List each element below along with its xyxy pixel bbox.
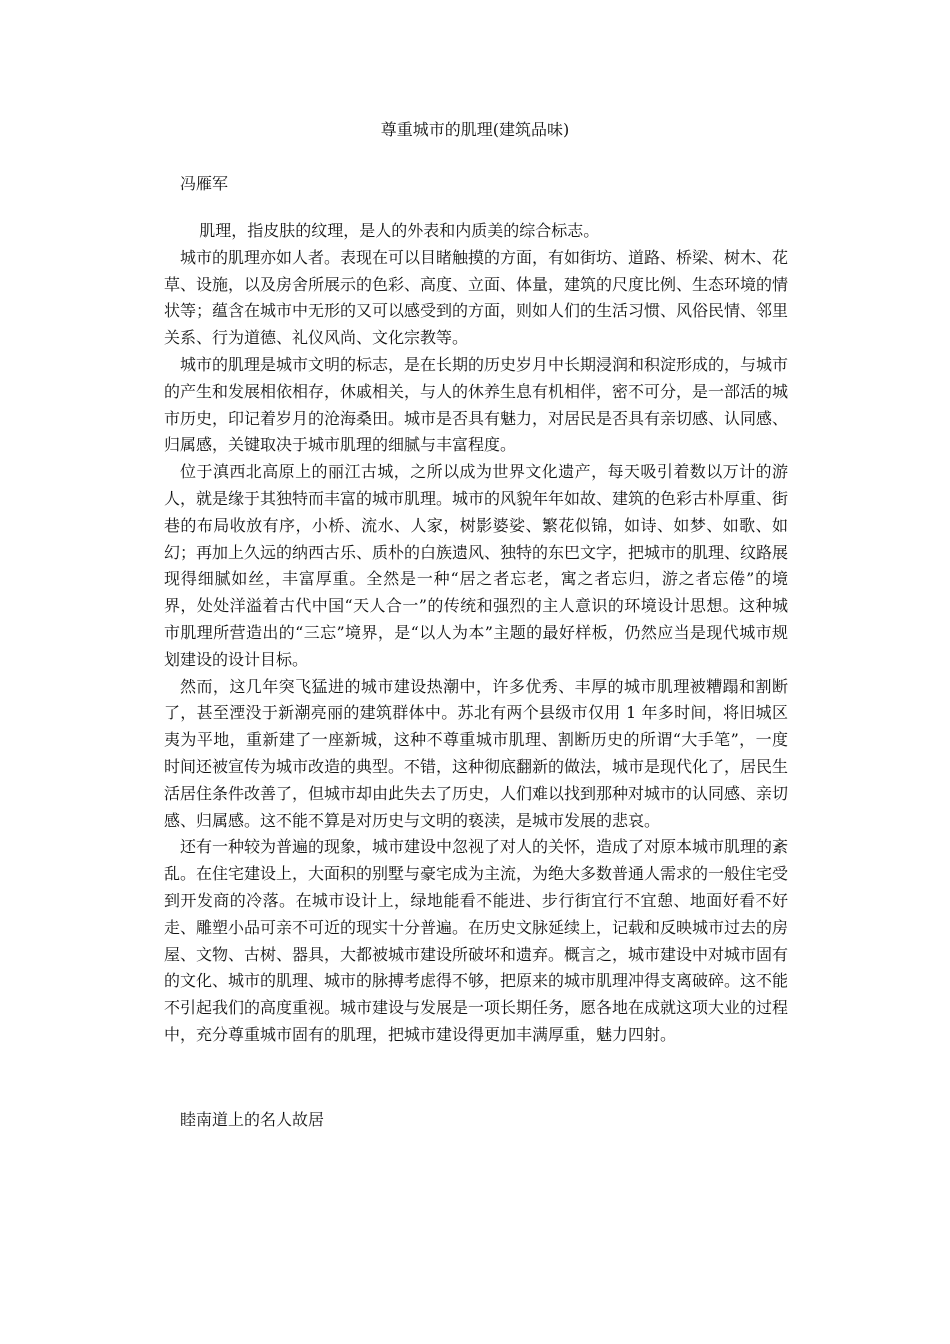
paragraph: 城市的肌理是城市文明的标志，是在长期的历史岁月中长期浸润和积淀形成的，与城市的产生和发展相依相存，休戚相关，与人的休养生息有机相伴，密不可分，是一部活的城市历史，印记着岁月的沧海桑田。城市是否具有魅力，对居民是否具有亲切感、认同感、归属感，关键取决于城市肌理的细腻与丰富程度。 (164, 354, 789, 455)
paragraph: 肌理，指皮肤的纹理，是人的外表和内质美的综合标志。 (199, 221, 600, 240)
paragraph: 位于滇西北高原上的丽江古城，之所以成为世界文化遗产，每天吸引着数以万计的游人，就是缘于其独特而丰富的城市肌理。城市的风貌年年如故、建筑的色彩古朴厚重、街巷的布局收放有序，小桥、流水、人家，树影婆娑、繁花似锦，如诗、如梦、如歌、如幻；再加上久远的纳西古乐、质朴的白族遗风、独特的东巴文字，把城市的肌理、纹路展现得细腻如丝，丰富厚重。全然是一种“居之者忘老，寓之者忘归，游之者忘倦”的境界，处处洋溢着古代中国“天人合一”的传统和强烈的主人意识的环境设计思想。这种城市肌理所营造出的“三忘”境界，是“以人为本”主题的最好样板，仍然应当是现代城市规划建设的设计目标。 (164, 462, 789, 669)
paragraph: 还有一种较为普遍的现象，城市建设中忽视了对人的关怀，造成了对原本城市肌理的紊乱。在住宅建设上，大面积的别墅与豪宅成为主流，为绝大多数普通人需求的一般住宅受到开发商的冷落。在城市设计上，绿地能看不能进、步行街宜行不宜憩、地面好看不好走、雕塑小品可亲不可近的现实十分普遍。在历史文脉延续上，记载和反映城市过去的房屋、文物、古树、器具，大都被城市建设所破坏和遗弃。概言之，城市建设中对城市固有的文化、城市的肌理、城市的脉搏考虑得不够，把原来的城市肌理冲得支离破碎。这不能不引起我们的高度重视。城市建设与发展是一项长期任务，愿各地在成就这项大业的过程中，充分尊重城市固有的肌理，把城市建设得更加丰满厚重，魅力四射。 (164, 837, 789, 1044)
paragraph: 然而，这几年突飞猛进的城市建设热潮中，许多优秀、丰厚的城市肌理被糟蹋和割断了，甚至湮没于新潮亮丽的建筑群体中。苏北有两个县级市仅用 1 年多时间，将旧城区夷为平地，重新建了一座新城，这种不尊重城市肌理、割断历史的所谓“大手笔”，一度时间还被宣传为城市改造的典型。不错，这种彻底翻新的做法，城市是现代化了，居民生活居住条件改善了，但城市却由此失去了历史，人们难以找到那种对城市的认同感、亲切感、归属感。这不能不算是对历史与文明的亵渎，是城市发展的悲哀。 (164, 676, 789, 830)
author-name: 冯雁军 (180, 174, 229, 193)
paragraph: 城市的肌理亦如人者。表现在可以目睹触摸的方面，有如街坊、道路、桥梁、树木、花草、设施，以及房舍所展示的色彩、高度、立面、体量，建筑的尺度比例、生态环境的情状等；蕴含在城市中无形的又可以感受到的方面，则如人们的生活习惯、风俗民情、邻里关系、行为道德、礼仪风尚、文化宗教等。 (164, 247, 789, 348)
article-body (164, 218, 788, 1049)
next-article-heading: 睦南道上的名人故居 (180, 1110, 325, 1129)
document-title: 尊重城市的肌理(建筑品味) (380, 120, 570, 139)
